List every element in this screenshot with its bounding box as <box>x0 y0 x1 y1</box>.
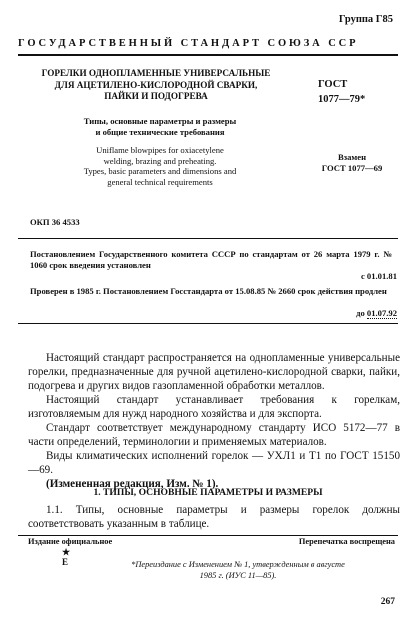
extended-date-prefix: до <box>356 308 365 318</box>
title-line: ГОРЕЛКИ ОДНОПЛАМЕННЫЕ УНИВЕРСАЛЬНЫЕ <box>41 68 271 78</box>
effective-date: с 01.01.81 <box>360 271 397 281</box>
replaces-block <box>304 152 400 174</box>
page-number: 267 <box>380 597 395 607</box>
okp-divider <box>18 238 398 239</box>
title-line: ПАЙКИ И ПОДОГРЕВА <box>104 91 208 101</box>
subtitle-russian <box>60 116 260 137</box>
top-divider <box>18 54 398 56</box>
subtitle-en-line: Types, basic parameters and dimensions and <box>83 166 237 176</box>
star-icon: ★ <box>62 547 71 557</box>
edition-letter: Е <box>62 557 69 567</box>
body-paragraph: Стандарт соответствует международному стандарту ИСО 5172—77 в части определений, терминологии и применяемых материалов. <box>28 422 400 448</box>
title-line: ДЛЯ АЦЕТИЛЕНО-КИСЛОРОДНОЙ СВАРКИ, <box>54 79 258 90</box>
replaces-label: Взамен <box>337 152 367 162</box>
replaces-value: ГОСТ 1077—69 <box>321 163 383 173</box>
section-heading: 1. ТИПЫ, ОСНОВНЫЕ ПАРАМЕТРЫ И РАЗМЕРЫ <box>93 487 323 498</box>
extended-date-value: 01.07.92 <box>366 308 397 318</box>
gost-label: ГОСТ <box>318 79 348 90</box>
body-paragraphs <box>28 351 400 491</box>
section-body <box>28 503 400 531</box>
subtitle-en-line: general technical requirements <box>107 176 213 187</box>
reprint-prohibited: Перепечатка воспрещена <box>298 537 395 546</box>
reissue-footnote: *Переиздание с Изменением № 1, утвержденным в августе 1985 г. (ИУС 11—85). <box>131 560 345 580</box>
body-paragraph: Настоящий стандарт устанавливает требования к горелкам, изготовляемым для нужд народного хозяйства и для экспорта. <box>28 394 400 420</box>
extended-date <box>356 308 397 318</box>
decree-text: Постановлением Государственного комитета СССР по стандартам от 26 марта 1979 г. № 1060 срок введения установлен <box>30 249 392 270</box>
document-title <box>28 68 284 103</box>
body-paragraph: Настоящий стандарт распространяется на однопламенные универсальные горелки, предназначенные для ручной ацетилено-кислородной сварки, пайки, подогрева и других видов газопламенной обработки металлов. <box>28 352 400 392</box>
subtitle-ru-line: Типы, основные параметры и размеры <box>83 116 237 126</box>
okp-code: ОКП 36 4533 <box>30 217 80 227</box>
decree-divider <box>18 323 398 324</box>
group-code: Группа Г85 <box>338 14 393 25</box>
gost-designation <box>318 77 388 107</box>
footer-divider <box>18 535 398 536</box>
section-paragraph: 1.1. Типы, основные параметры и размеры горелок должны соответствовать указанным в таблице. <box>28 504 400 530</box>
checked-text: Проверен в 1985 г. Постановлением Госстандарта от 15.08.85 № 2660 срок действия продлен <box>30 286 387 296</box>
official-edition: Издание официальное <box>28 537 113 546</box>
subtitle-en-line: Uniflame blowpipes for oxiacetylene <box>96 145 224 155</box>
body-paragraph: Виды климатических исполнений горелок — УХЛ1 и Т1 по ГОСТ 15150—69. <box>28 450 400 476</box>
subtitle-ru-line: и общие технические требования <box>95 126 225 137</box>
subtitle-english <box>60 145 260 187</box>
gost-number: 1077—79* <box>318 94 366 105</box>
standard-title: ГОСУДАРСТВЕННЫЙ СТАНДАРТ СОЮЗА ССР <box>18 38 359 49</box>
subtitle-en-line: welding, brazing and preheating. <box>103 155 217 166</box>
amendment-note: (Измененная редакция, Изм. № 1). <box>46 478 219 490</box>
